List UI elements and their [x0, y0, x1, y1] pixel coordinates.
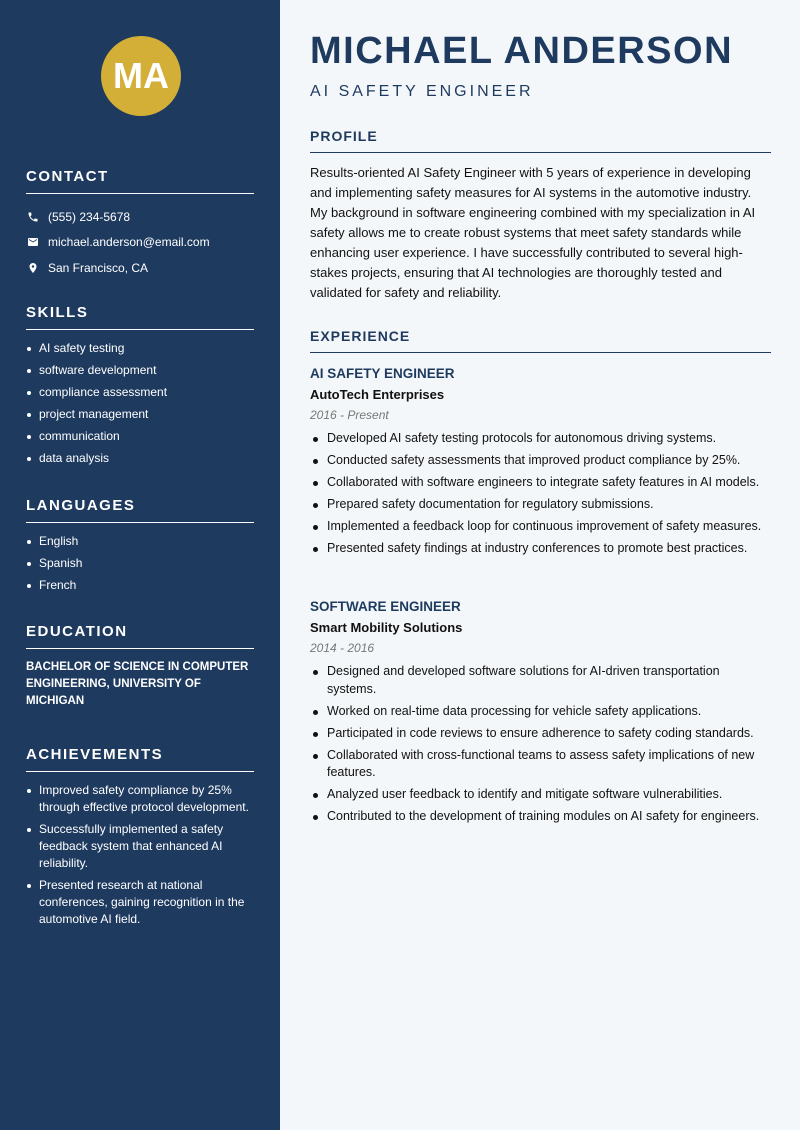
- skill-item: compliance assessment: [26, 384, 254, 401]
- job-bullets: [310, 663, 771, 826]
- achievement-item: Successfully implemented a safety feedback system that enhanced AI reliability.: [26, 821, 254, 872]
- job-entry: [310, 599, 771, 830]
- skill-item: AI safety testing: [26, 340, 254, 357]
- phone-text[interactable]: (555) 234-5678: [48, 209, 131, 224]
- job-bullet: Worked on real-time data processing for vehicle safety applications.: [310, 703, 771, 721]
- job-bullet: Presented safety findings at industry conferences to promote best practices.: [310, 540, 771, 558]
- job-bullet: Designed and developed software solutions for AI-driven transportation systems.: [310, 663, 771, 698]
- job-company: AutoTech Enterprises: [310, 387, 445, 402]
- job-bullets: [310, 430, 771, 558]
- experience-heading: EXPERIENCE: [310, 328, 771, 353]
- job-bullet: Analyzed user feedback to identify and mitigate software vulnerabilities.: [310, 786, 771, 804]
- language-item: English: [26, 533, 254, 550]
- profile-heading: PROFILE: [310, 128, 771, 153]
- job-company: Smart Mobility Solutions: [310, 620, 463, 635]
- language-item: French: [26, 577, 254, 594]
- location-pin-icon: [26, 261, 40, 275]
- job-bullet: Collaborated with cross-functional teams to assess safety implications of new features.: [310, 747, 771, 782]
- location-text: San Francisco, CA: [48, 260, 149, 275]
- job-bullet: Prepared safety documentation for regulatory submissions.: [310, 496, 771, 514]
- avatar: MA: [101, 36, 181, 116]
- skill-item: project management: [26, 406, 254, 423]
- languages-section: [26, 497, 254, 599]
- languages-list: [26, 533, 254, 594]
- achievement-item: Presented research at national conferences, gaining recognition in the automotive AI field.: [26, 877, 254, 928]
- skills-section: [26, 304, 254, 472]
- contact-section: [26, 168, 254, 281]
- languages-heading: LANGUAGES: [26, 497, 254, 523]
- candidate-title: AI SAFETY ENGINEER: [310, 83, 534, 100]
- contact-phone: [26, 204, 254, 230]
- education-section: [26, 623, 254, 710]
- language-item: Spanish: [26, 555, 254, 572]
- achievements-heading: ACHIEVEMENTS: [26, 746, 254, 772]
- job-dates: 2014 - 2016: [310, 641, 375, 655]
- phone-icon: [26, 210, 40, 224]
- job-bullet: Conducted safety assessments that improved product compliance by 25%.: [310, 452, 771, 470]
- job-bullet: Developed AI safety testing protocols for autonomous driving systems.: [310, 430, 771, 448]
- job-title: AI SAFETY ENGINEER: [310, 366, 455, 381]
- job-bullet: Participated in code reviews to ensure adherence to safety coding standards.: [310, 725, 771, 743]
- achievements-section: [26, 746, 254, 933]
- job-title: SOFTWARE ENGINEER: [310, 599, 461, 614]
- contact-location: [26, 255, 254, 281]
- skill-item: data analysis: [26, 450, 254, 467]
- job-entry: [310, 366, 771, 562]
- achievements-list: [26, 782, 254, 928]
- contact-heading: CONTACT: [26, 168, 254, 194]
- job-bullet: Contributed to the development of training modules on AI safety for engineers.: [310, 808, 771, 826]
- profile-text: Results-oriented AI Safety Engineer with 5 years of experience in developing and implementing safety measures for AI systems in the automotive industry. My background in software engineering combined with my specialization in AI safety allows me to create robust systems that meet safety standards while enhancing user experience. I have successfully contributed to several high-stakes projects, ensuring that AI technologies are thoroughly tested and validated for safety and reliability.: [310, 165, 756, 300]
- skills-list: [26, 340, 254, 467]
- achievement-item: Improved safety compliance by 25% through effective protocol development.: [26, 782, 254, 816]
- education-heading: EDUCATION: [26, 623, 254, 649]
- candidate-name: MICHAEL ANDERSON: [310, 30, 734, 72]
- job-bullet: Collaborated with software engineers to integrate safety features in AI models.: [310, 474, 771, 492]
- email-icon: [26, 235, 40, 249]
- job-bullet: Implemented a feedback loop for continuous improvement of safety measures.: [310, 518, 771, 536]
- contact-email: [26, 230, 254, 256]
- email-text[interactable]: michael.anderson@email.com: [48, 235, 210, 250]
- sidebar: [0, 0, 280, 1130]
- job-dates: 2016 - Present: [310, 408, 389, 422]
- skills-heading: SKILLS: [26, 304, 254, 330]
- skill-item: software development: [26, 362, 254, 379]
- education-degree: BACHELOR OF SCIENCE IN COMPUTER ENGINEERING, UNIVERSITY OF MICHIGAN: [26, 661, 249, 707]
- skill-item: communication: [26, 428, 254, 445]
